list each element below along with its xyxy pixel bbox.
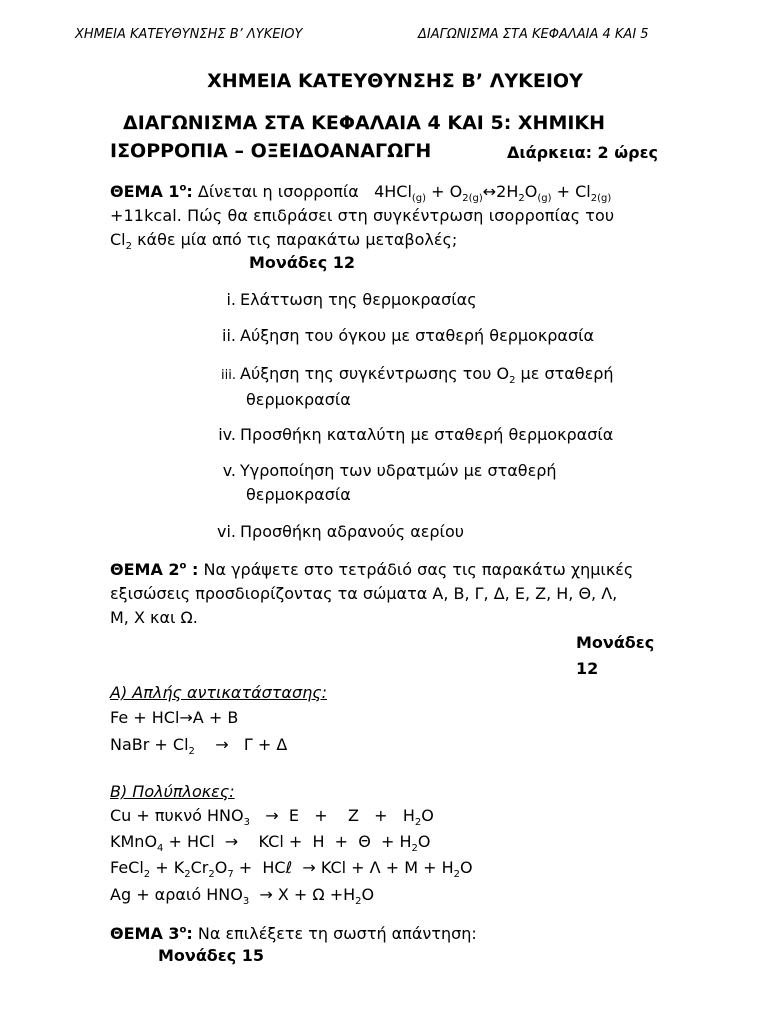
question-1-label: ΘΕΜΑ $1^o$: <box>110 182 193 201</box>
equilibrium-equation: $4HCl_{(g)} + O_{2(g)}\leftrightarrow 2H_2O_{(g)} + Cl_{2(g)}$ <box>363 182 612 205</box>
exam-title-line1: ΔΙΑΓΩΝΙΣΜΑ ΣΤΑ ΚΕΦΑΛΑΙΑ 4 ΚΑΙ 5: ΧΗΜΙΚΗ <box>123 112 606 134</box>
question-2-text1: Να γράψετε στο τετράδιό σας τις παρακάτω χημικές <box>203 560 634 579</box>
running-header-right: ΔΙΑΓΩΝΙΣΜΑ ΣΤΑ ΚΕΦΑΛΑΙΑ 4 ΚΑΙ 5 <box>418 27 649 42</box>
reaction-b4: Ag + αραιό $HNO_3 \to X + \Omega +H_2O$ <box>110 885 375 908</box>
reaction-a1: Fe + HCl→Α + Β <box>110 708 239 727</box>
question-1 <box>110 180 676 252</box>
list-item: vi. Προσθήκη αδρανούς αερίου <box>217 522 465 541</box>
reaction-b3: FeCl$_2$ + $K_2Cr_2O_7$ + HCℓ → KCl + $\Lambda + M + H_2O$ <box>110 858 473 881</box>
document-title: ΧΗΜΕΙΑ ΚΑΤΕΥΘΥΝΣΗΣ Β’ ΛΥΚΕΙΟΥ <box>207 70 583 92</box>
question-2-text3: Μ, Χ και Ω. <box>110 608 198 627</box>
running-header-left: ΧΗΜΕΙΑ ΚΑΤΕΥΘΥΝΣΗΣ Β’ ΛΥΚΕΙΟΥ <box>75 27 303 42</box>
question-1-text3: $Cl_2$ κάθε μία από τις παρακάτω μεταβολές; <box>110 230 458 253</box>
exam-duration: Διάρκεια: 2 ώρες <box>507 143 658 162</box>
question-3-label: ΘΕΜΑ $3^o$: <box>110 924 193 943</box>
question-3-marks: Μονάδες 15 <box>158 946 265 965</box>
list-item: iv. Προσθήκη καταλύτη με σταθερή θερμοκρασία <box>218 425 614 444</box>
question-1-intro: Δίνεται η ισορροπία <box>197 182 359 201</box>
section-b-heading: Β) Πολύπλοκες: <box>110 782 235 801</box>
question-1-text2: +11kcal. Πώς θα επιδράσει στη συγκέντρωση ισορροπίας του <box>110 206 615 225</box>
reaction-a2: NaBr + $Cl_2$ → Γ + Δ <box>110 735 288 758</box>
question-2-marks: Μονάδες 12 <box>576 633 655 678</box>
reaction-b2: KMnO$_4$ + HCl → KCl + $H + \Theta + H_2O$ <box>110 832 431 855</box>
exam-title-line2: ΙΣΟΡΡΟΠΙΑ – ΟΞΕΙΔΟΑΝΑΓΩΓΗ <box>110 140 432 162</box>
question-3-text: Να επιλέξετε τη σωστή απάντηση: <box>197 924 477 943</box>
question-1-marks: Μονάδες 12 <box>249 253 356 272</box>
list-item: v. Υγροποίηση των υδρατμών με σταθερή θερμοκρασία <box>222 461 557 504</box>
list-item: i. Ελάττωση της θερμοκρασίας <box>226 290 477 309</box>
list-item: ii. Αύξηση του όγκου με σταθερή θερμοκρασία <box>222 326 595 345</box>
list-item: iii. Αύξηση της συγκέντρωσης του $O_2$ με σταθερή θερμοκρασία <box>221 364 614 409</box>
section-a-heading: Α) Απλής αντικατάστασης: <box>110 683 328 702</box>
question-2-text2: εξισώσεις προσδιορίζοντας τα σώματα Α, Β, Γ, Δ, Ε, Ζ, Η, Θ, Λ, <box>110 584 618 603</box>
question-3 <box>110 922 477 946</box>
reaction-b1: Cu + πυκνό $HNO_3 \to E$ + $Z + H_2O$ <box>110 806 434 829</box>
question-2-label: ΘΕΜΑ $2^o$ : <box>110 560 199 579</box>
question-2 <box>110 558 676 630</box>
